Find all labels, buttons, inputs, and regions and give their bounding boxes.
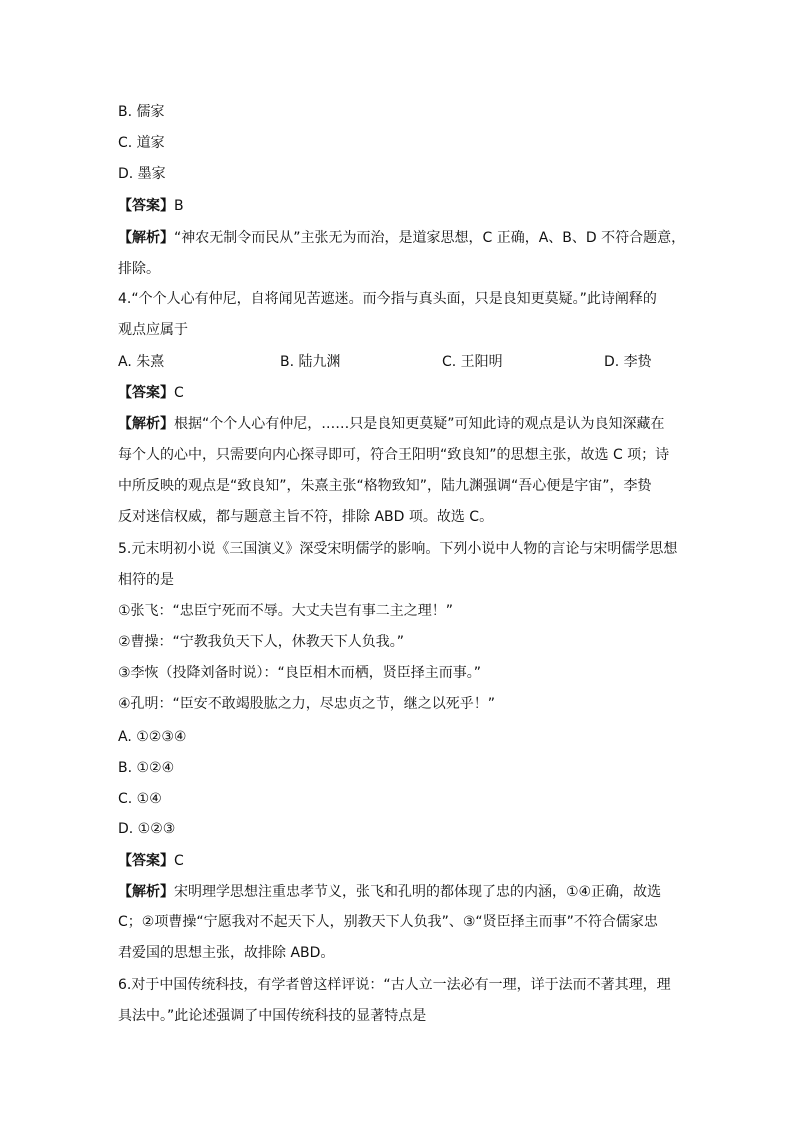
analysis-text: “神农无制令而民从”主张无为而治，是道家思想，C 正确，A、B、D 不符合题意， (174, 230, 686, 246)
q3-option-d: D. 墨家 (118, 166, 166, 182)
q3-option-c: C. 道家 (118, 135, 165, 151)
answer-value: B (174, 198, 184, 214)
q5-option-b: B. ①②④ (118, 760, 175, 776)
q5-answer (118, 852, 184, 870)
q6-stem-line-1: 6.对于中国传统科技，有学者曾这样评说：“古人立一法必有一理，详于法而不著其理，理 (118, 977, 671, 993)
q5-option-d: D. ①②③ (118, 821, 176, 837)
answer-tag: 【答案】 (118, 198, 174, 214)
q3-answer (118, 197, 184, 215)
q4-option-d: D. 李贽 (604, 354, 652, 370)
analysis-tag: 【解析】 (118, 230, 174, 246)
answer-tag: 【答案】 (118, 853, 174, 869)
q5-option-a: A. ①②③④ (118, 729, 187, 745)
q4-stem-line-1: 4.“个个人心有仲尼，自将闻见苦遮迷。而今指与真头面，只是良知更莫疑。”此诗阐释的 (118, 291, 657, 307)
answer-tag: 【答案】 (118, 385, 174, 401)
q5-stem-line-1: 5.元末明初小说《三国演义》深受宋明儒学的影响。下列小说中人物的言论与宋明儒学思想 (118, 541, 678, 557)
q5-analysis-line-1 (118, 883, 661, 901)
q5-item-4: ④孔明：“臣安不敢竭股肱之力，尽忠贞之节，继之以死乎！” (118, 696, 496, 712)
q5-option-c: C. ①④ (118, 791, 162, 807)
q5-stem-line-2: 相符的是 (118, 572, 174, 588)
q4-answer (118, 384, 184, 402)
analysis-tag: 【解析】 (118, 416, 174, 432)
analysis-tag: 【解析】 (118, 884, 174, 900)
q6-stem-line-2: 具法中。”此论述强调了中国传统科技的显著特点是 (118, 1008, 427, 1024)
q4-option-a: A. 朱熹 (118, 354, 165, 370)
q4-analysis-line-2: 每个人的心中，只需要向内心探寻即可，符合王阳明“致良知”的思想主张，故选 C 项；诗 (118, 447, 670, 463)
q4-stem-line-2: 观点应属于 (118, 322, 188, 338)
q4-analysis-line-1 (118, 415, 665, 433)
q4-option-c: C. 王阳明 (442, 354, 503, 370)
q4-analysis-line-3: 中所反映的观点是“致良知”，朱熹主张“格物致知”，陆九渊强调“吾心便是宇宙”，李贽 (118, 478, 652, 494)
q3-option-b: B. 儒家 (118, 104, 165, 120)
q3-analysis-line-2: 排除。 (118, 261, 160, 277)
q5-analysis-line-2: C；②项曹操“宁愿我对不起天下人，别教天下人负我”、③“贤臣择主而事”不符合儒家忠 (118, 914, 658, 930)
q5-item-1: ①张飞：“忠臣宁死而不辱。大丈夫岂有事二主之理！” (118, 603, 454, 619)
analysis-text: 宋明理学思想注重忠孝节义，张飞和孔明的都体现了忠的内涵，①④正确，故选 (174, 884, 662, 900)
q5-analysis-line-3: 君爱国的思想主张，故排除 ABD。 (118, 945, 335, 961)
q3-analysis-line-1 (118, 229, 685, 247)
q5-item-3: ③李恢（投降刘备时说）：“良臣相木而栖，贤臣择主而事。” (118, 665, 482, 681)
q4-option-b: B. 陆九渊 (280, 354, 341, 370)
q5-item-2: ②曹操：“宁教我负天下人，休教天下人负我。” (118, 634, 405, 650)
answer-value: C (174, 385, 184, 401)
analysis-text: 根据“个个人心有仲尼，……只是良知更莫疑”可知此诗的观点是认为良知深藏在 (174, 416, 665, 432)
q4-analysis-line-4: 反对迷信权威，都与题意主旨不符，排除 ABD 项。故选 C。 (118, 509, 494, 525)
answer-value: C (174, 853, 184, 869)
